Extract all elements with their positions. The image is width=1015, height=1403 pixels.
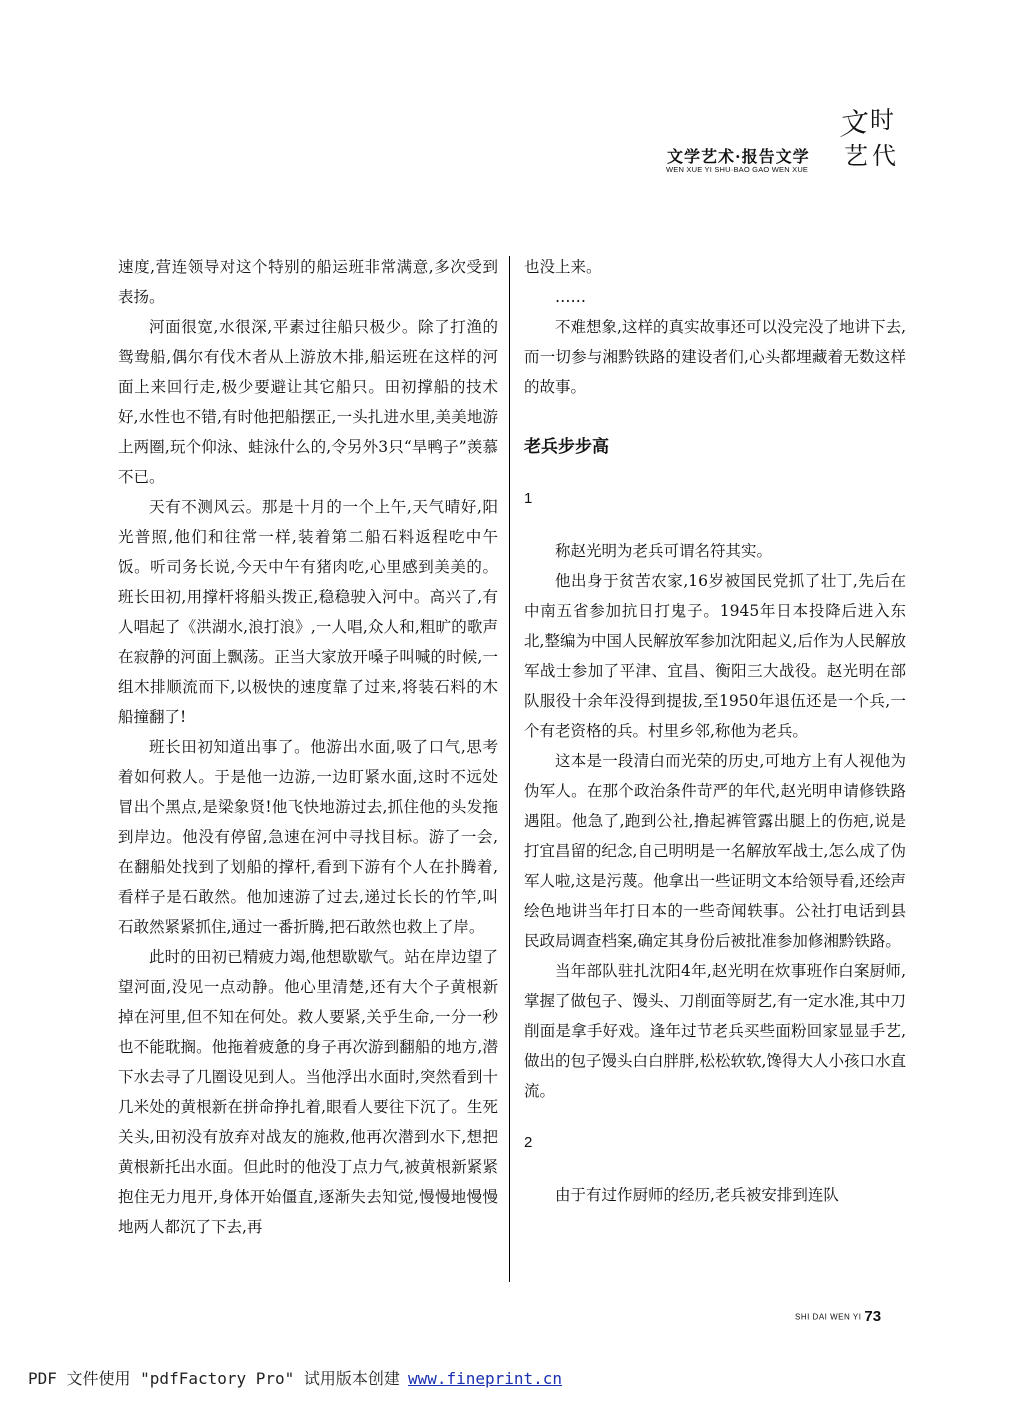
section-pinyin: WEN XUE YI SHU·BAO GAO WEN XUE [666, 165, 809, 174]
paragraph: 速度,营连领导对这个特别的船运班非常满意,多次受到表扬。 [118, 258, 498, 306]
paragraph: 他出身于贫苦农家,16岁被国民党抓了壮丁,先后在中南五省参加抗日打鬼子。1945年日本投降后进入东北,整编为中国人民解放军参加沈阳起义,后作为人民解放军战士参加了平津、宜昌、衡阳三大战役。赵光明在部队服役十余年没得到提拔,至1950年退伍还是一个兵,一个有老资格的兵。村里乡邻,称他为老兵。 [524, 572, 906, 740]
pdf-watermark [28, 1366, 562, 1389]
paragraph: 河面很宽,水很深,平素过往船只极少。除了打渔的鸳鸯船,偶尔有伐木者从上游放木排,船运班在这样的河面上来回行走,极少要避让其它船只。田初撑船的技术好,水性也不错,有时他把船摆正,一头扎进水里,美美地游上两圈,玩个仰泳、蛙泳什么的,令另外3只“旱鸭子”羡慕不已。 [118, 318, 498, 486]
logo-char-yi: 艺 [844, 142, 868, 170]
paragraph: 天有不测风云。那是十月的一个上午,天气晴好,阳光普照,他们和往常一样,装着第二船石料返程吃中午饭。听司务长说,今天中午有猪肉吃,心里感到美美的。班长田初,用撑杆将船头拨正,稳稳驶入河中。高兴了,有人唱起了《洪湖水,浪打浪》,一人唱,众人和,粗旷的歌声在寂静的河面上飘荡。正当大家放开嗓子叫喊的时候,一组木排顺流而下,以极快的速度靠了过来,将装石料的木船撞翻了! [118, 498, 498, 726]
watermark-text: PDF 文件使用 "pdfFactory Pro" 试用版本创建 [28, 1369, 400, 1388]
watermark-link[interactable]: www.fineprint.cn [407, 1369, 563, 1388]
page-header [0, 105, 1015, 178]
paragraph: 此时的田初已精疲力竭,他想歇歇气。站在岸边望了望河面,没见一点动静。他心里清楚,还有大个子黄根新掉在河里,但不知在何处。救人要紧,关乎生命,一分一秒也不能耽搁。他拖着疲惫的身子再次游到翻船的地方,潜下水去寻了几圈设见到人。当他浮出水面时,突然看到十几米处的黄根新在拼命挣扎着,眼看人要往下沉了。生死关头,田初没有放弃对战友的施救,他再次潜到水下,想把黄根新托出水面。但此时的他没丁点力气,被黄根新紧紧抱住无力甩开,身体开始僵直,逐渐失去知觉,慢慢地慢慢地两人都沉了下去,再 [118, 948, 498, 1236]
column-divider [509, 256, 510, 1282]
magazine-name: SHI DAI WEN YI [795, 1312, 862, 1322]
left-column [118, 252, 498, 1242]
paragraph: 也没上来。 [524, 258, 602, 276]
paragraph: 这本是一段清白而光荣的历史,可地方上有人视他为伪军人。在那个政治条件苛严的年代,赵光明申请修铁路遇阻。他急了,跑到公社,撸起裤管露出腿上的伤疤,说是打宜昌留的纪念,自己明明是一名解放军战士,怎么成了伪军人啦,这是污蔑。他拿出一些证明文本给领导看,还绘声绘色地讲当年打日本的一些奇闻轶事。公社打电话到县民政局调查档案,确定其身份后被批准参加修湘黔铁路。 [524, 752, 906, 950]
paragraph: 由于有过作厨师的经历,老兵被安排到连队 [555, 1186, 839, 1204]
page-footer [795, 1308, 881, 1326]
section-number: 1 [524, 490, 533, 507]
paragraph: 称赵光明为老兵可谓名符其实。 [555, 542, 773, 560]
logo-char-dai: 代 [872, 142, 896, 170]
paragraph: 班长田初知道出事了。他游出水面,吸了口气,思考着如何救人。于是他一边游,一边盯紧水面,这时不远处冒出个黑点,是梁象贤!他飞快地游过去,抓住他的头发拖到岸边。他没有停留,急速在河中寻找目标。游了一会,在翻船处找到了划船的撑杆,看到下游有个人在扑腾着,看样子是石敢然。他加速游了过去,递过长长的竹竿,叫石敢然紧紧抓住,通过一番折腾,把石敢然也救上了岸。 [118, 738, 498, 936]
page-number: 73 [864, 1308, 882, 1326]
ellipsis: …… [555, 288, 586, 306]
paragraph: 当年部队驻扎沈阳4年,赵光明在炊事班作白案厨师,掌握了做包子、馒头、刀削面等厨艺,有一定水准,其中刀削面是拿手好戏。逢年过节老兵买些面粉回家显显手艺,做出的包子馒头白白胖胖,松松软软,馋得大人小孩口水直流。 [524, 962, 906, 1100]
section-title: 文学艺术·报告文学 [667, 147, 810, 166]
logo-char-shi: 时 [870, 106, 894, 134]
logo-char-wen: 文 [835, 105, 869, 142]
section-number: 2 [524, 1134, 533, 1151]
right-column [524, 252, 906, 1210]
magazine-logo [835, 105, 902, 176]
article-heading: 老兵步步高 [524, 437, 609, 457]
paragraph: 不难想象,这样的真实故事还可以没完没了地讲下去,而一切参与湘黔铁路的建设者们,心头都埋藏着无数这样的故事。 [524, 318, 906, 396]
